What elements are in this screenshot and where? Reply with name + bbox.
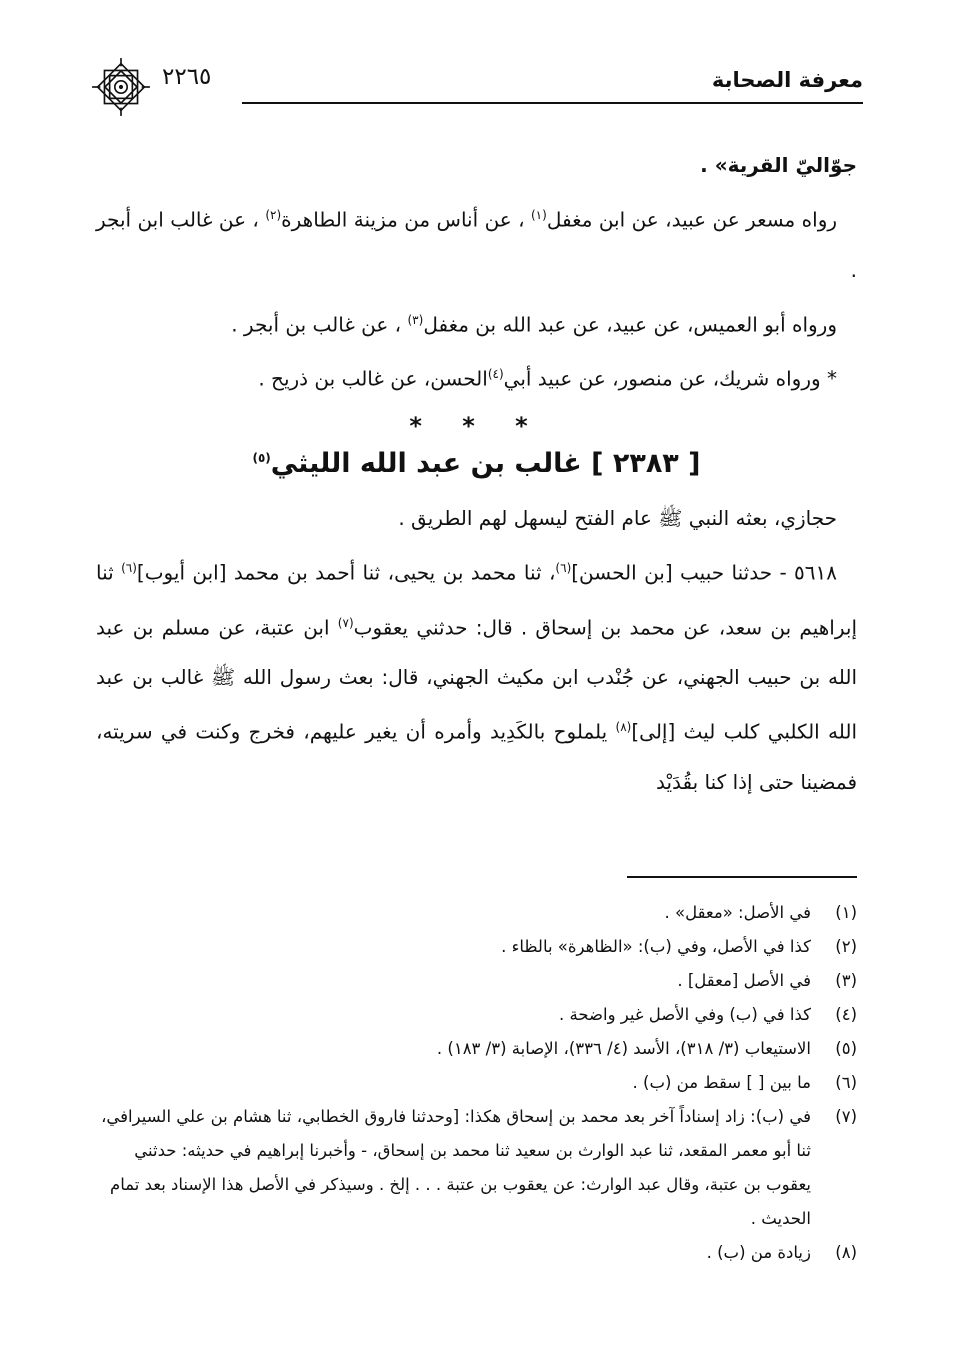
paragraph-sharik: * ورواه شريك، عن منصور، عن عبيد أبي$^{(٤)}$الحسن، عن غالب بن ذريح . <box>258 366 837 391</box>
footnote: (١) في الأصل: «معقل» . <box>664 903 857 922</box>
entry-intro: حجازي، بعثه النبي ﷺ عام الفتح ليسهل لهم الطريق . <box>398 505 837 530</box>
footnote: (٢) كذا في الأصل، وفي (ب): «الظاهرة» بالظاء . <box>501 937 857 956</box>
continued-line: جوّاليّ القرية» . <box>700 153 857 177</box>
section-separator: * * * <box>409 411 544 440</box>
hadith-paragraph: ٥٦١٨ - حدثنا حبيب [بن الحسن]$^{(٦)}$، ثنا محمد بن يحيى، ثنا أحمد بن محمد [ابن أيوب]$^{(٦)}$ ثنا إبراهيم بن سعد، عن محمد بن إسحاق . قال: حدثني يعقوب$^{(٧)}$ ابن عتبة، عن مسلم بن عبد الله بن حبيب الجهني، عن جُنْدب ابن مكيث الجهني، قال: بعث رسول الله ﷺ غالب بن عبد الله الكلبي كلب ليث [إلى]$^{(٨)}$ يلملوح بالكَدِيد وأمره أن يغير عليهم، فخرج وكنت في سريته، فمضينا حتى إذا كنا بقُدَيْد <box>96 560 858 794</box>
footnote-ref: (٥) <box>252 450 271 465</box>
entry-heading: [ ٢٣٨٣ ] غالب بن عبد الله الليثي$^{(٥)}$ <box>252 447 701 479</box>
footnote-ref: (٣) <box>407 312 424 327</box>
footnotes <box>96 896 857 1270</box>
footnote: (٦) ما بين [ ] سقط من (ب) . <box>632 1073 857 1092</box>
page-number: ٢٢٦٥ <box>162 64 212 90</box>
footnote-separator <box>627 876 857 878</box>
footnote-ref: (٦) <box>555 560 572 575</box>
footnote-ref: (٢) <box>265 208 282 222</box>
footnote: (٨) زيادة من (ب) . <box>706 1243 857 1262</box>
star-ornament-icon <box>90 56 152 118</box>
footnote: (٥) الاستيعاب (٣/ ٣١٨)، الأسد (٤/ ٣٣٦)، الإصابة (٣/ ١٨٣) . <box>436 1039 857 1058</box>
header-rule <box>242 102 863 104</box>
page-header <box>92 58 863 110</box>
paragraph-abu-umais: ورواه أبو العميس، عن عبيد، عن عبد الله بن مغفل$^{(٣)}$ ، عن غالب بن أبجر . <box>231 312 837 337</box>
footnote-ref: (٤) <box>487 367 504 382</box>
running-title: معرفة الصحابة <box>711 68 863 92</box>
footnote: (٧) في (ب): زاد إسناداً آخر بعد محمد بن إسحاق هكذا: [وحدثنا فاروق الخطابي، ثنا هشام بن علي السيرافي، ثنا أبو معمر المقعد، ثنا عبد الوارث بن سعيد ثنا محمد بن إسحاق، - وأخبرنا إبراهيم في حديثه: حدثني يعقوب بن عتبة، وقال عبد الوارث: عن يعقوب بن عتبة . . . إلخ . وسيذكر في الأصل هذا الإسناد بعد تمام الحديث . <box>101 1107 857 1228</box>
footnote-ref: (٨) <box>615 720 632 735</box>
paragraph-masar: رواه مسعر عن عبيد، عن ابن مغفل$^{(١)}$ ، عن أناس من مزينة الطاهرة$^{(٢)}$ ، عن غالب ابن أبجر . <box>96 207 857 282</box>
main-text <box>96 140 857 807</box>
footnote-ref: (٧) <box>337 615 354 630</box>
footnote-ref: (٦) <box>121 560 137 575</box>
footnote: (٤) كذا في (ب) وفي الأصل غير واضحة . <box>559 1005 857 1024</box>
footnote-ref: (١) <box>530 208 547 222</box>
footnote: (٣) في الأصل [معقل] . <box>677 971 857 990</box>
